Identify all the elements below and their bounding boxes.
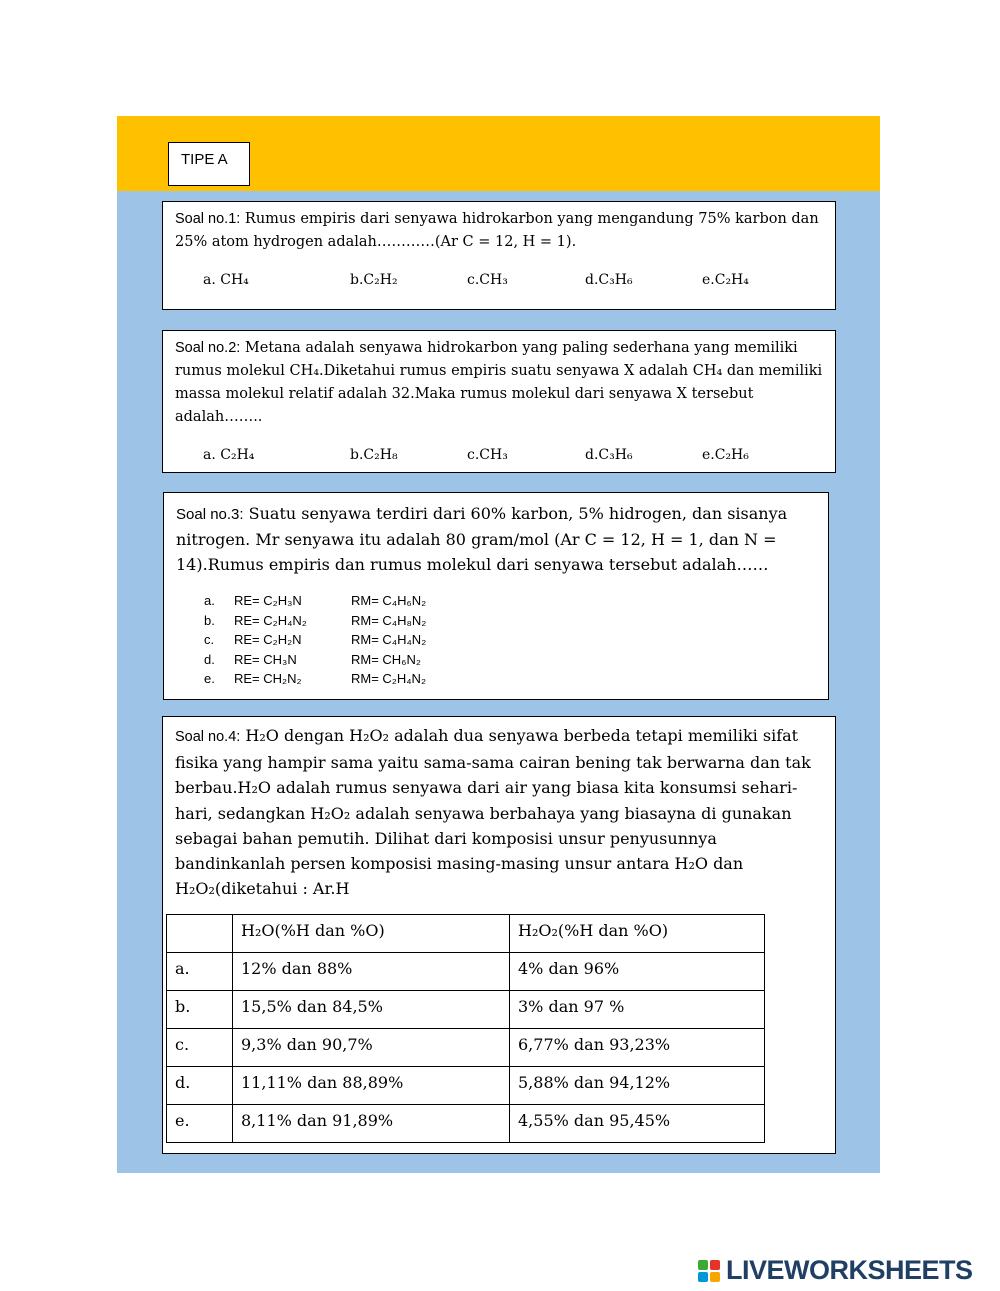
table-cell: 6,77% dan 93,23%	[510, 1029, 765, 1067]
question-3-options	[204, 591, 504, 689]
question-4-label: Soal no.4:	[175, 729, 241, 745]
table-cell: 4% dan 96%	[510, 953, 765, 991]
question-1-box	[162, 201, 836, 310]
table-row[interactable]	[167, 953, 765, 991]
table-cell: 9,3% dan 90,7%	[233, 1029, 510, 1067]
option-re: RE= C₂H₄N₂	[234, 612, 307, 628]
table-cell: e.	[167, 1105, 233, 1143]
option-c[interactable]: c.CH₃	[467, 272, 508, 288]
table-cell: 15,5% dan 84,5%	[233, 991, 510, 1029]
option-d[interactable]: d.C₃H₆	[585, 272, 633, 288]
question-3-text	[176, 501, 816, 577]
question-4-body: H₂O dengan H₂O₂ adalah dua senyawa berbeda tetapi memiliki sifat fisika yang hampir sama yaitu sama-sama cairan bening tak berwarna dan tak berbau.H₂O adalah rumus senyawa dari air yang biasa kita konsumsi sehari-hari, sedangkan H₂O₂ adalah senyawa berbahaya yang biasayna di gunakan sebagai bahan pemutih. Dilihat dari komposisi unsur penyusunnya bandinkanlah persen komposisi masing-masing unsur antara H₂O dan H₂O₂(diketahui : Ar.H	[175, 726, 811, 899]
option-rm: RM= CH₆N₂	[351, 651, 421, 667]
logo-square-icon	[710, 1272, 720, 1282]
question-2-text	[175, 337, 823, 429]
type-label: TIPE A	[168, 142, 250, 186]
logo-grid-icon	[698, 1260, 720, 1282]
option-d[interactable]	[204, 650, 504, 670]
answer-table	[166, 914, 765, 1143]
option-letter: e.	[204, 671, 215, 686]
table-cell: b.	[167, 991, 233, 1029]
option-letter: a.	[204, 593, 215, 608]
option-c[interactable]: c.CH₃	[467, 447, 508, 463]
table-row[interactable]	[167, 991, 765, 1029]
question-3-box	[163, 492, 829, 700]
logo-square-icon	[710, 1260, 720, 1270]
option-re: RE= CH₃N	[234, 651, 297, 667]
question-1-label: Soal no.1:	[175, 211, 241, 227]
option-a[interactable]	[204, 591, 504, 611]
liveworksheets-logo	[698, 1255, 973, 1286]
option-letter: c.	[204, 632, 215, 647]
table-cell: 3% dan 97 %	[510, 991, 765, 1029]
option-a[interactable]: a. CH₄	[203, 272, 249, 288]
option-d[interactable]: d.C₃H₆	[585, 447, 633, 463]
option-e[interactable]: e.C₂H₄	[702, 272, 749, 288]
table-header-cell: H₂O(%H dan %O)	[233, 915, 510, 953]
question-2-body: Metana adalah senyawa hidrokarbon yang paling sederhana yang memiliki rumus molekul CH₄.Diketahui rumus empiris suatu senyawa X adalah CH₄ dan memiliki massa molekul relatif adalah 32.Maka rumus molekul dari senyawa X tersebut adalah……..	[175, 340, 823, 425]
table-cell: 4,55% dan 95,45%	[510, 1105, 765, 1143]
table-cell: 11,11% dan 88,89%	[233, 1067, 510, 1105]
question-1-text	[175, 208, 823, 254]
question-1-body: Rumus empiris dari senyawa hidrokarbon yang mengandung 75% karbon dan 25% atom hydrogen adalah…………(Ar C = 12, H = 1).	[175, 211, 819, 250]
option-letter: d.	[204, 651, 215, 667]
option-rm: RM= C₄H₈N₂	[351, 612, 427, 628]
table-cell: 8,11% dan 91,89%	[233, 1105, 510, 1143]
question-2-label: Soal no.2:	[175, 340, 241, 356]
option-rm: RM= C₂H₄N₂	[351, 671, 426, 686]
table-header-cell	[167, 915, 233, 953]
option-b[interactable]	[204, 611, 504, 631]
option-c[interactable]	[204, 630, 504, 650]
option-e[interactable]	[204, 669, 504, 689]
question-3-body: Suatu senyawa terdiri dari 60% karbon, 5% hidrogen, dan sisanya nitrogen. Mr senyawa itu adalah 80 gram/mol (Ar C = 12, H = 1, dan N = 14).Rumus empiris dan rumus molekul dari senyawa tersebut adalah……	[176, 504, 788, 574]
table-cell: 5,88% dan 94,12%	[510, 1067, 765, 1105]
table-row[interactable]	[167, 1105, 765, 1143]
question-4-text	[175, 723, 825, 901]
question-2-box	[162, 330, 836, 473]
option-b[interactable]: b.C₂H₂	[350, 272, 398, 288]
option-rm: RM= C₄H₄N₂	[351, 632, 427, 647]
table-header-cell: H₂O₂(%H dan %O)	[510, 915, 765, 953]
table-row[interactable]	[167, 1029, 765, 1067]
logo-square-icon	[698, 1260, 708, 1270]
option-e[interactable]: e.C₂H₆	[702, 447, 749, 463]
logo-square-icon	[698, 1272, 708, 1282]
table-cell: a.	[167, 953, 233, 991]
table-cell: c.	[167, 1029, 233, 1067]
option-re: RE= C₂H₃N	[234, 593, 302, 608]
option-re: RE= CH₂N₂	[234, 671, 302, 686]
option-a[interactable]: a. C₂H₄	[203, 447, 255, 463]
table-header-row	[167, 915, 765, 953]
table-cell: d.	[167, 1067, 233, 1105]
option-letter: b.	[204, 612, 215, 628]
option-b[interactable]: b.C₂H₈	[350, 447, 398, 463]
option-re: RE= C₂H₂N	[234, 632, 302, 647]
question-3-label: Soal no.3:	[176, 506, 244, 523]
table-row[interactable]	[167, 1067, 765, 1105]
logo-text: LIVEWORKSHEETS	[726, 1255, 973, 1285]
question-4-box	[162, 716, 836, 1154]
option-rm: RM= C₄H₆N₂	[351, 593, 427, 608]
table-cell: 12% dan 88%	[233, 953, 510, 991]
